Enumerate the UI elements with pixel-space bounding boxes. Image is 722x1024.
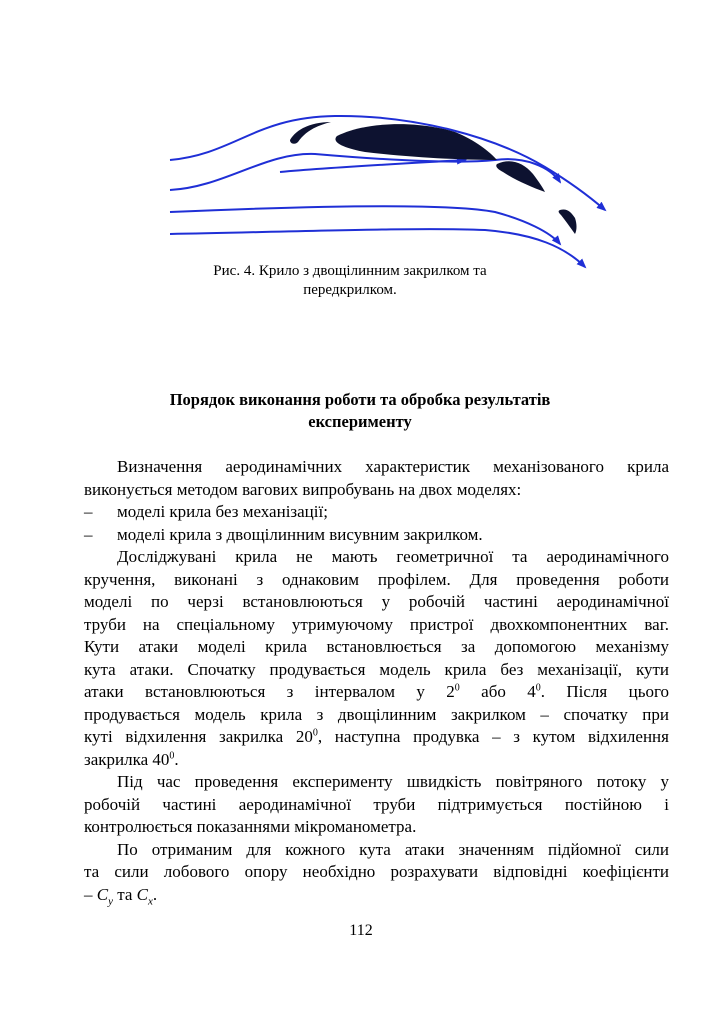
paragraph-4-line: та сили лобового опору необхідно розрахувати відповідні коефіцієнти bbox=[84, 862, 669, 881]
text-run: . bbox=[174, 749, 179, 769]
heading-line-2: експерименту bbox=[308, 412, 412, 431]
paragraph-2-line: Кути атаки моделі крила встановлюється за допомогою механізму bbox=[84, 637, 669, 656]
paragraph-2-line: труби на спеціальному утримуючому пристрої двохкомпонентних ваг. bbox=[84, 614, 669, 634]
paragraph-2-line: моделі по черзі встановлюються у робочій частині аеродинамічної bbox=[84, 592, 669, 611]
streamline-4 bbox=[170, 206, 560, 244]
paragraph-1-line-1: Визначення аеродинамічних характеристик механізованого крила bbox=[117, 457, 669, 476]
paragraph-4-line: По отриманим для кожного кута атаки значенням підйомної сили bbox=[117, 839, 669, 859]
coefficient-subscript: x bbox=[148, 894, 153, 907]
list-dash: – bbox=[84, 524, 93, 544]
list-item bbox=[84, 524, 669, 547]
paragraph-3-line: робочій частині аеродинамічної труби підтримується постійною і bbox=[84, 794, 669, 814]
paragraph-2-line: Досліджувані крила не мають геометричної та аеродинамічного bbox=[117, 547, 669, 566]
flap-2 bbox=[559, 209, 577, 234]
text-run: та bbox=[112, 884, 137, 904]
section-heading bbox=[110, 389, 610, 433]
paragraph-2-line bbox=[84, 681, 669, 704]
heading-line-1: Порядок виконання роботи та обробка результатів bbox=[169, 390, 551, 409]
text-run: . bbox=[152, 884, 158, 904]
list-item-text: моделі крила без механізації; bbox=[117, 502, 328, 521]
text-run: , наступна продувка – з кутом відхилення bbox=[317, 727, 669, 746]
paragraph-3-line: контролюється показаннями мікроманометра. bbox=[84, 817, 417, 836]
main-wing bbox=[335, 124, 497, 160]
figure-caption bbox=[150, 262, 550, 300]
caption-line-2: передкрилком. bbox=[303, 282, 397, 298]
paragraph-1-line-2: виконується методом вагових випробувань на двох моделях: bbox=[84, 479, 522, 499]
superscript-degree: 0 bbox=[454, 682, 460, 694]
paragraph-2-line: кута атаки. Спочатку продувається модель крила без механізації, кути bbox=[84, 659, 669, 679]
wing-airflow-figure bbox=[165, 112, 615, 272]
superscript-degree: 0 bbox=[535, 682, 541, 694]
list-item-text: моделі крила з двощілинним висувним закрилком. bbox=[117, 524, 483, 544]
coefficient-symbol: C bbox=[136, 884, 149, 904]
paragraph-2-line: кручення, виконані з однаковим профілем. Для проведення роботи bbox=[84, 569, 669, 589]
paragraph-4-line bbox=[84, 884, 669, 907]
caption-line-1: Рис. 4. Крило з двощілинним закрилком та bbox=[213, 263, 487, 279]
text-run: закрилка 40 bbox=[84, 749, 170, 769]
page-number: 112 bbox=[349, 922, 373, 939]
coefficient-subscript: y bbox=[108, 894, 113, 907]
slat bbox=[290, 122, 331, 144]
paragraph-2-line: продувається модель крила з двощілинним закрилком – спочатку при bbox=[84, 704, 669, 724]
text-run: або 4 bbox=[459, 682, 536, 701]
superscript-degree: 0 bbox=[312, 727, 318, 739]
paragraph-2-line bbox=[84, 749, 669, 772]
text-run: куті відхилення закрилка 20 bbox=[84, 727, 313, 746]
superscript-degree: 0 bbox=[169, 749, 175, 761]
coefficient-symbol: C bbox=[96, 884, 109, 904]
text-run: атаки встановлюються з інтервалом у 2 bbox=[84, 682, 455, 701]
paragraph-3-line: Під час проведення експерименту швидкість повітряного потоку у bbox=[117, 772, 669, 791]
paragraph-2-line bbox=[84, 726, 669, 749]
list-item bbox=[84, 501, 669, 524]
body-text bbox=[84, 456, 669, 906]
streamline-3 bbox=[280, 160, 465, 172]
text-run: – bbox=[84, 884, 97, 904]
text-run: . Після цього bbox=[540, 682, 669, 701]
streamline-2 bbox=[170, 154, 560, 190]
list-dash: – bbox=[84, 502, 93, 521]
